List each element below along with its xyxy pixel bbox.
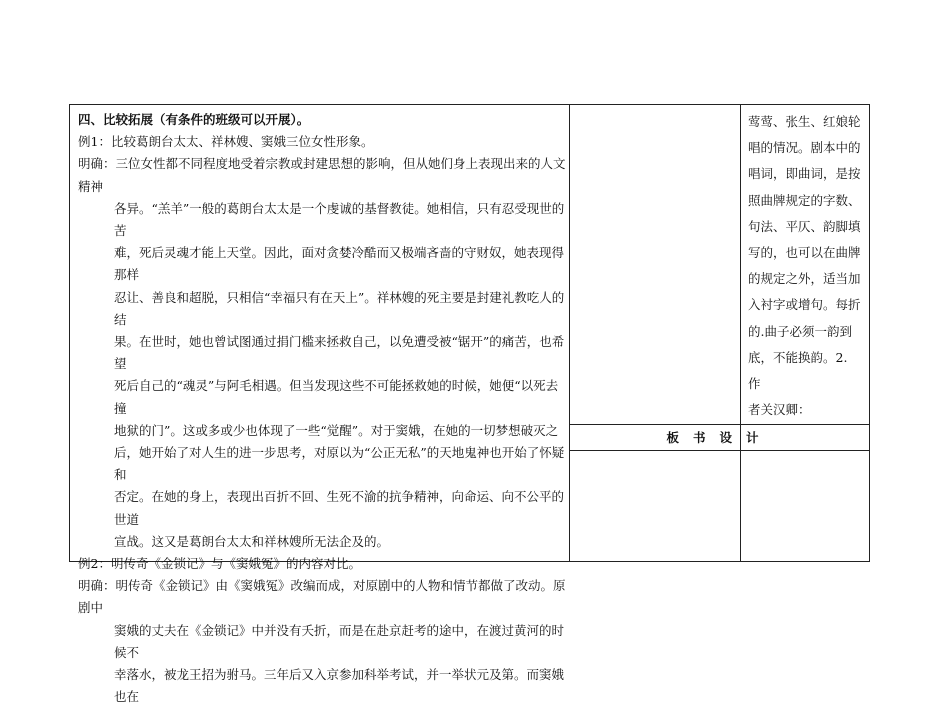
note-line: 底，不能换韵。2. 作 <box>748 349 848 392</box>
column-divider-2 <box>740 105 741 561</box>
answer-1-line: 否定。在她的身上，表现出百折不回、生死不渝的抗争精神，向命运、向不公平的世道 <box>114 489 565 527</box>
column-divider-1 <box>569 105 570 561</box>
board-divider-bottom <box>569 450 869 451</box>
answer-1-line: 地狱的门”。这或多或少也体现了一些“觉醒”。对于窦娥，在她的一切梦想破灭之 <box>114 422 559 438</box>
board-divider-top <box>569 424 869 425</box>
answer-1-line: 明确：三位女性都不同程度地受着宗教或封建思想的影响，但从她们身上表现出来的人文精神 <box>78 156 566 194</box>
comparison-section <box>78 109 568 708</box>
note-line: 唱的情况。剧本中的 <box>748 140 861 156</box>
note-line: 唱词，即曲词，是按 <box>748 166 861 182</box>
note-line: 莺莺、张生、红娘轮 <box>748 114 861 129</box>
notes-column <box>748 109 862 423</box>
note-line: 句法、平仄、韵脚填 <box>748 218 861 234</box>
answer-1-line: 各异。“羔羊”一般的葛朗台太太是一个虔诚的基督教徒。她相信，只有忍受现世的苦 <box>114 200 565 239</box>
note-line: 照曲牌规定的字数、 <box>748 192 861 208</box>
section-heading: 四、比较拓展（有条件的班级可以开展）。 <box>78 112 310 127</box>
example-2: 例2：明传奇《金锁记》与《窦娥冤》的内容对比。 <box>78 556 361 572</box>
answer-2-line: 窦娥的丈夫在《金锁记》中并没有夭折，而是在赴京赶考的途中，在渡过黄河的时候不 <box>114 622 565 660</box>
board-design-title: 板书设计 <box>666 430 773 445</box>
note-line: 入衬字或增句。每折 <box>748 297 861 313</box>
answer-1-line: 后，她开始了对人生的进一步思考，对原以为“公正无私”的天地鬼神也开始了怀疑和 <box>114 445 565 483</box>
answer-2-line: 幸落水，被龙王招为驸马。三年后又入京参加科举考试，并一举状元及第。而窦娥也在 <box>114 667 565 705</box>
note-line: 的.曲子必须一韵到 <box>748 323 852 339</box>
answer-2-line: 明确：明传奇《金锁记》由《窦娥冤》改编而成，对原剧中的人物和情节都做了改动。原剧中 <box>78 578 566 616</box>
answer-1-line: 果。在世时，她也曾试图通过捐门槛来拯救自己，以免遭受被“锯开”的痛苦，也希望 <box>114 334 565 372</box>
example-1: 例1：比较葛朗台太太、祥林嫂、窦娥三位女性形象。 <box>78 134 374 150</box>
note-line: 的规定之外，适当加 <box>748 271 861 287</box>
note-line: 写的，也可以在曲牌 <box>748 245 861 261</box>
answer-1-line: 难，死后灵魂才能上天堂。因此，面对贪婪冷酷而又极端吝啬的守财奴，她表现得那样 <box>114 245 565 283</box>
answer-1-line: 死后自己的“魂灵”与阿毛相遇。但当发现这些不可能拯救她的时候，她便“以死去撞 <box>114 378 559 416</box>
note-line: 者关汉卿： <box>748 402 811 418</box>
lesson-table <box>69 104 870 705</box>
answer-1-line: 忍让、善良和超脱，只相信“幸福只有在天上”。祥林嫂的死主要是封建礼教吃人的结 <box>114 289 565 327</box>
answer-1-line: 宣战。这又是葛朗台太太和祥林嫂所无法企及的。 <box>114 533 390 549</box>
